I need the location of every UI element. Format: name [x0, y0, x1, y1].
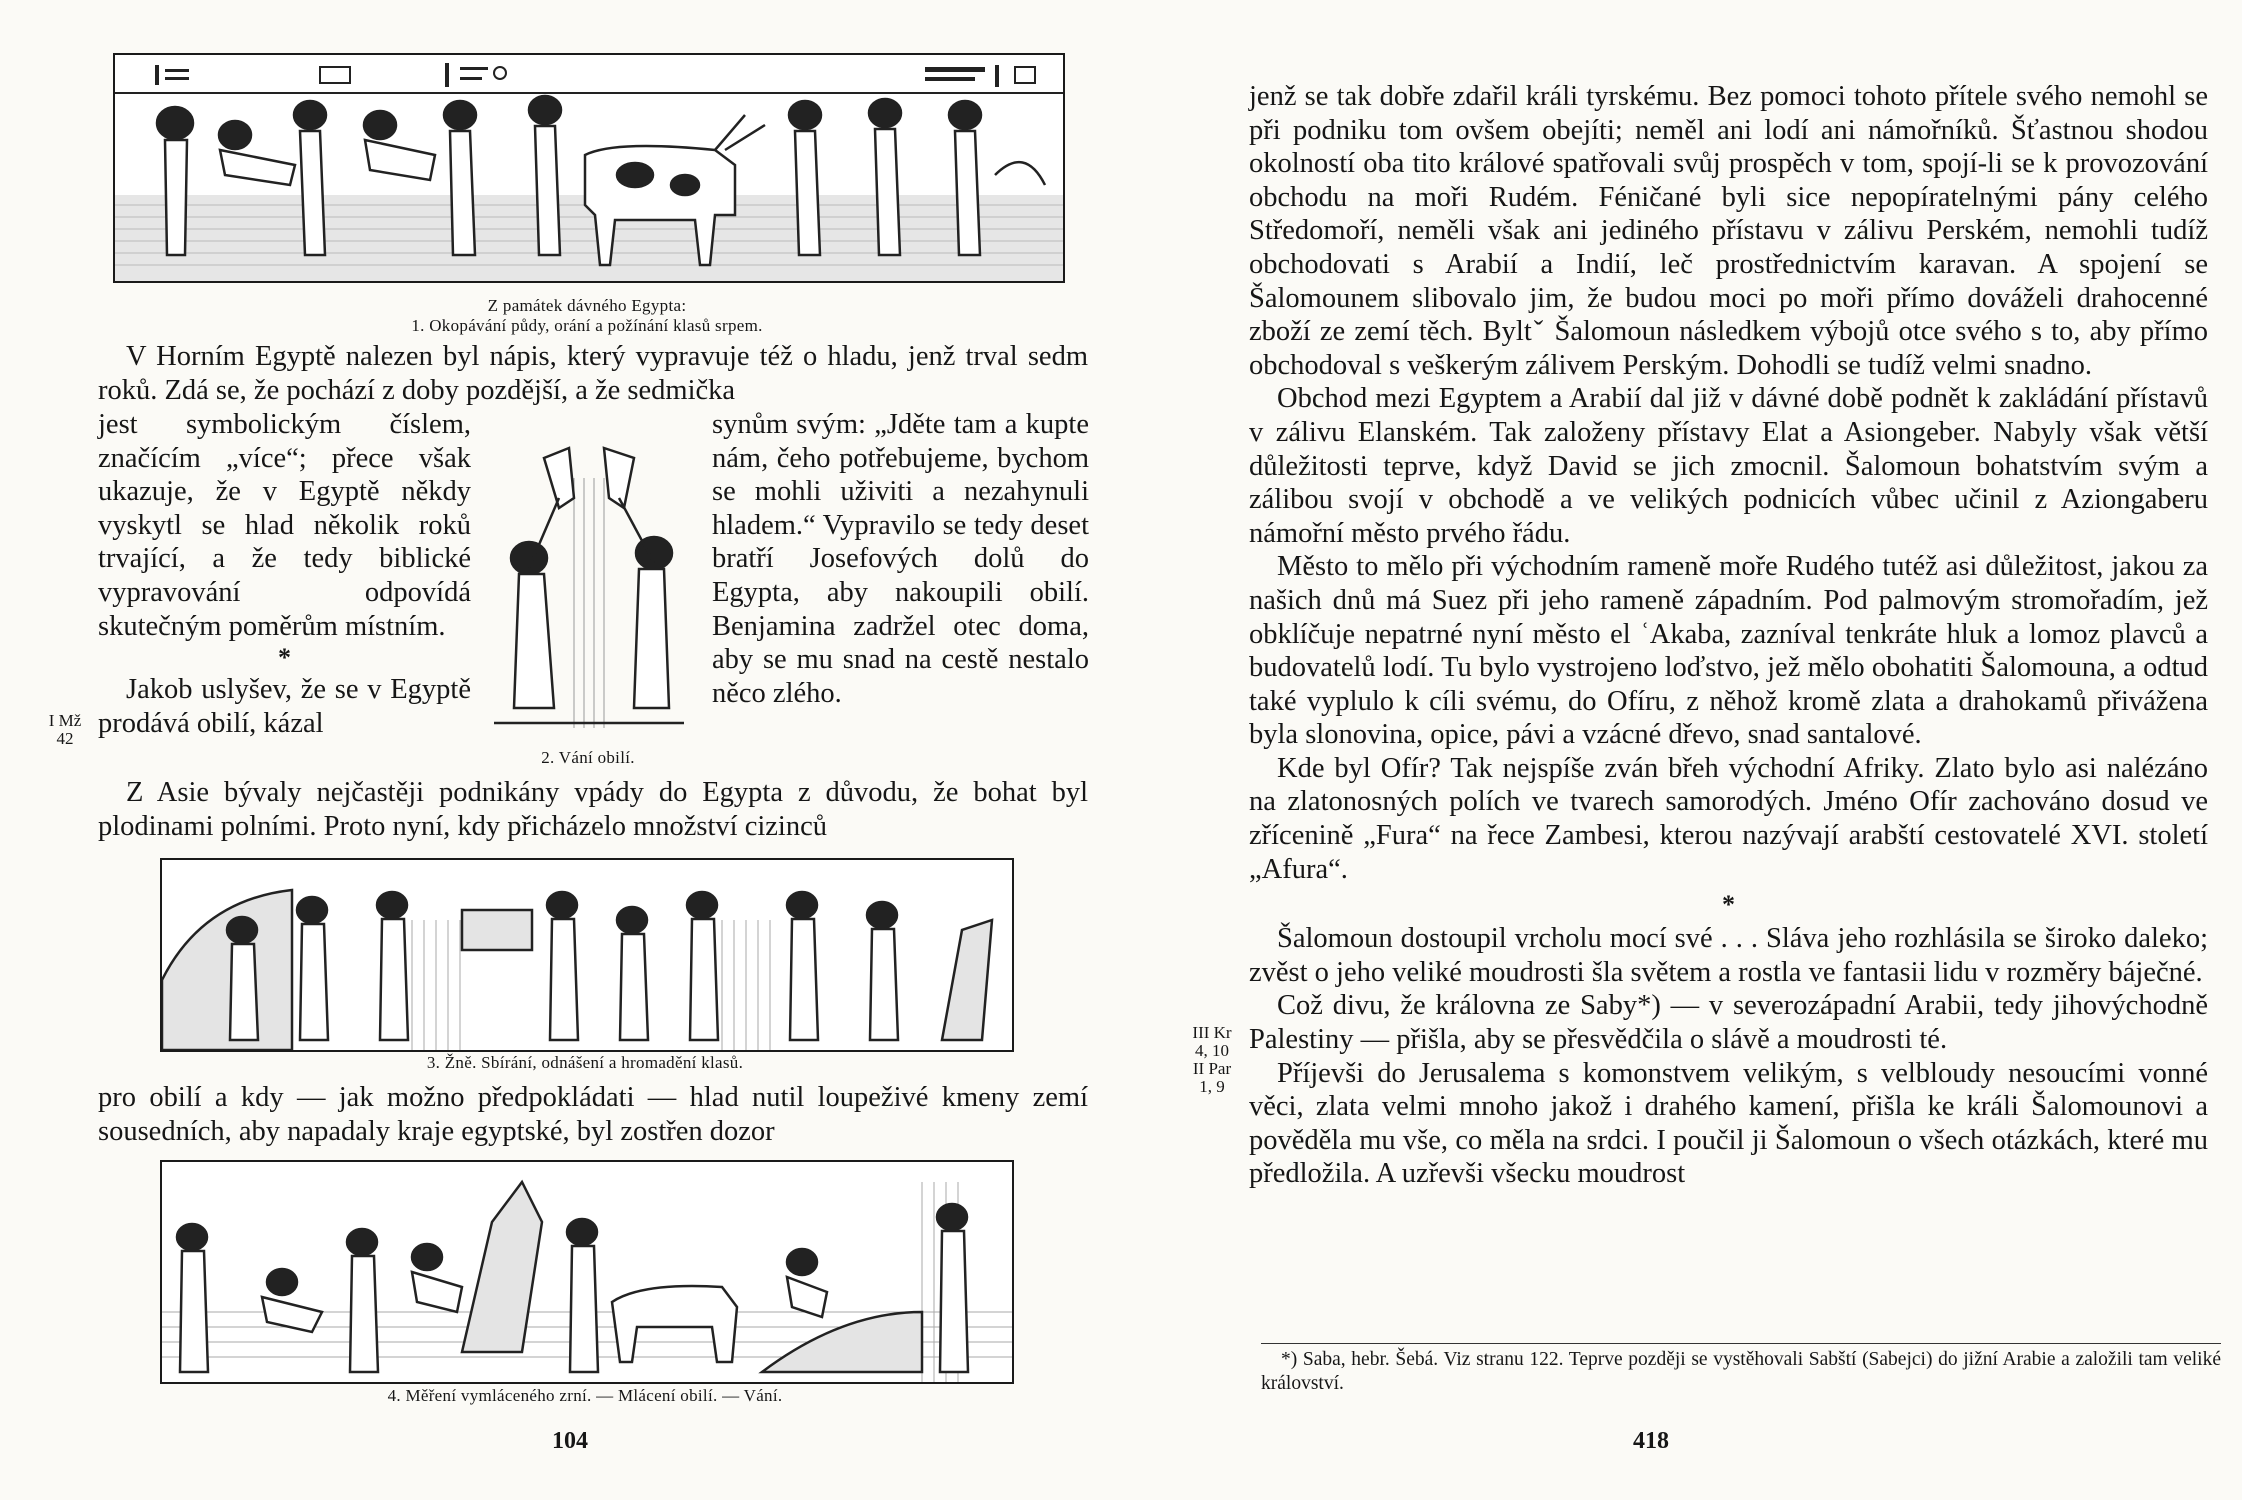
margin-ref-book: I Mž	[48, 711, 82, 730]
figure-winnowing	[474, 438, 702, 732]
right-page-number: 418	[1633, 1428, 1669, 1454]
left-paragraph-3: pro obilí a kdy — jak možno předpokládati — hlad nutil loupeživé kmeny zemí sousedních, aby napadaly kraje egyptské, byl zostřen dozor	[98, 1082, 1088, 1147]
egyptian-relief-illustration	[115, 55, 1063, 281]
figure-4-caption: 4. Měření vymláceného zrní. — Mlácení obilí. — Vání.	[387, 1386, 783, 1405]
right-paragraph-5: Šalomoun dostoupil vrcholu mocí své . . . Sláva jeho rozhlásila se široko daleko; zvěst o jeho veliké moudrosti šla světem a rostla ve fantasii lidu v rozměry báječné.	[1249, 923, 2208, 988]
right-paragraph-6: Což divu, že královna ze Saby*) — v severozápadní Arabii, tedy jihovýchodně Palestiny — přišla, aby se přesvědčila o slávě a moudrosti té.	[1249, 990, 2208, 1056]
figure-plowing-reaping	[113, 53, 1065, 283]
right-paragraph-1: jenž se tak dobře zdařil králi tyrskému. Bez pomoci tohoto přítele svého nemohl se při podniku tom ovšem obejíti; neměl ani lodí ani námořníků. Šťastnou shodou okolností oba tito králové spatřovali svůj prospěch v tom, spojí-li se k provozování obchodu na moři Rudém. Féničané byli sice nepopíratelnými pány celého Středomoří, neměli však ani jediného přístavu v zálivu Perském, nemohli tudíž obchodovati s Arabií a Indií, leč prostřednictvím karavan. A spojení se Šalomounem slibovalo jim, že budou moci po moři přímo dováželi drahocenné zboží ze zemí těch. Byltˇ Šalomoun následkem výbojů otce svého s to, aby přímo obchodoval s veškerým zálivem Perským. Dohodli se tudíž velmi snadno.	[1249, 81, 2208, 381]
figure-1-caption-line-2: 1. Okopávání půdy, orání a požínání klasů srpem.	[411, 316, 763, 335]
figure-2-caption: 2. Vání obilí.	[541, 748, 635, 767]
right-paragraph-7: Příjevši do Jerusalema s komonstvem velikým, s velbloudy nesoucími vonné věci, zlata velmi mnoho jakož i drahého kamení, přišla ke králi Šalomounovi a pověděla mu vše, co měla na srdci. I poučil ji Šalomoun o všech otázkách, které mu předložila. A uzřevši všecku moudrost	[1249, 1057, 2208, 1190]
winnowing-illustration	[474, 438, 702, 732]
right-section-star: *	[1722, 890, 1735, 920]
margin-ref-chapter: 42	[56, 729, 74, 748]
margin-ref-kings-verse: 4, 10	[1195, 1041, 1229, 1060]
figure-1-caption-line-1: Z památek dávného Egypta:	[487, 296, 687, 315]
left-margin-reference	[40, 712, 90, 748]
right-margin-reference	[1181, 1024, 1243, 1096]
margin-ref-kings: III Kr	[1192, 1023, 1232, 1042]
footnote-rule	[1261, 1343, 2221, 1344]
left-wrap-column	[98, 408, 471, 740]
right-page	[1121, 0, 2242, 1500]
right-wrap-column: synům svým: „Jděte tam a kupte nám, čeho potřebujeme, bychom se mohli uživiti a nezahynuli hladem.“ Vypravilo se tedy deset bratří Josefových dolů do Egypta, aby nakoupili obilí. Benjamina zadržel otec doma, aby se mu snad na cestě nestalo něco zlého.	[712, 409, 1089, 709]
figure-3-caption: 3. Žně. Sbírání, odnášení a hromadění klasů.	[426, 1053, 744, 1072]
left-paragraph-2: Z Asie bývaly nejčastěji podnikány vpády do Egypta z důvodu, že bohat byl plodinami polními. Proto nyní, kdy přicházelo množství cizinců	[98, 777, 1088, 842]
right-paragraph-2: Obchod mezi Egyptem a Arabií dal již v dávné době podnět k zakládání přístavů v zálivu Elanském. Tak založeny přístavy Elat a Asiongeber. Nabyly však větší důležitosti teprve, když David se jich zmocnil. Šalomoun bohatstvím svým a zálibou svojí v obchodě a ve velikých podnicích vůbec učinil z Aziongaberu námořní město prvého řádu.	[1249, 383, 2208, 549]
footnote: *) Saba, hebr. Šebá. Viz stranu 122. Teprve později se vystěhovali Sabští (Sabejci) do jižní Arabie a založili tam veliké království.	[1261, 1349, 2221, 1394]
right-body	[1249, 80, 2208, 1191]
left-paragraph-1: V Horním Egyptě nalezen byl nápis, který vypravuje též o hladu, jenž trval sedm roků. Zdá se, že pochází z doby pozdější, a že sedmička	[98, 341, 1088, 406]
threshing-illustration	[162, 1162, 1012, 1382]
figure-harvest	[160, 858, 1014, 1052]
left-wrap-text: jest symbolickým číslem, značícím „více“; přece však ukazuje, že v Egyptě někdy vyskytl se hlad několik roků trvající, a že tedy biblické vypravování odpovídá skutečným poměrům místním.	[98, 409, 471, 642]
right-paragraph-3: Město to mělo při východním rameně moře Rudého tutéž asi důležitost, jakou za našich dnů má Suez při jeho rameně západním. Pod palmovým stromořadím, jež obklíčuje nepatrné nyní město el ʿAkaba, zazníval tenkráte hluk a lomoz plavců a budovatelů lodí. Tu bylo vystrojeno loďstvo, jež mělo obohatiti Šalomouna, a odtud také vyplulo k cíli svému, do Ofíru, z něhož kromě zlata a drahokamů přivážena byla slonovina, opice, pávi a vzácné dřevo, snad santalové.	[1249, 551, 2208, 751]
left-wrap-text-2: Jakob uslyšev, že se v Egyptě prodává obilí, kázal	[98, 674, 471, 739]
margin-ref-chronicles: II Par	[1192, 1059, 1232, 1078]
harvest-illustration	[162, 860, 1012, 1050]
figure-1-caption	[113, 296, 1061, 336]
section-star: *	[278, 643, 291, 673]
margin-ref-chronicles-verse: 1, 9	[1199, 1077, 1225, 1096]
right-paragraph-4: Kde byl Ofír? Tak nejspíše zván břeh východní Afriky. Zlato bylo asi nalézáno na zlatonosných polích ve tvarech samorodých. Jméno Ofír zachováno dosud ve zřícenině „Fura“ na řece Zambesi, kterou nazývají arabští cestovatelé XVI. století „Afura“.	[1249, 752, 2208, 885]
left-page-number: 104	[552, 1428, 588, 1454]
figure-threshing	[160, 1160, 1014, 1384]
